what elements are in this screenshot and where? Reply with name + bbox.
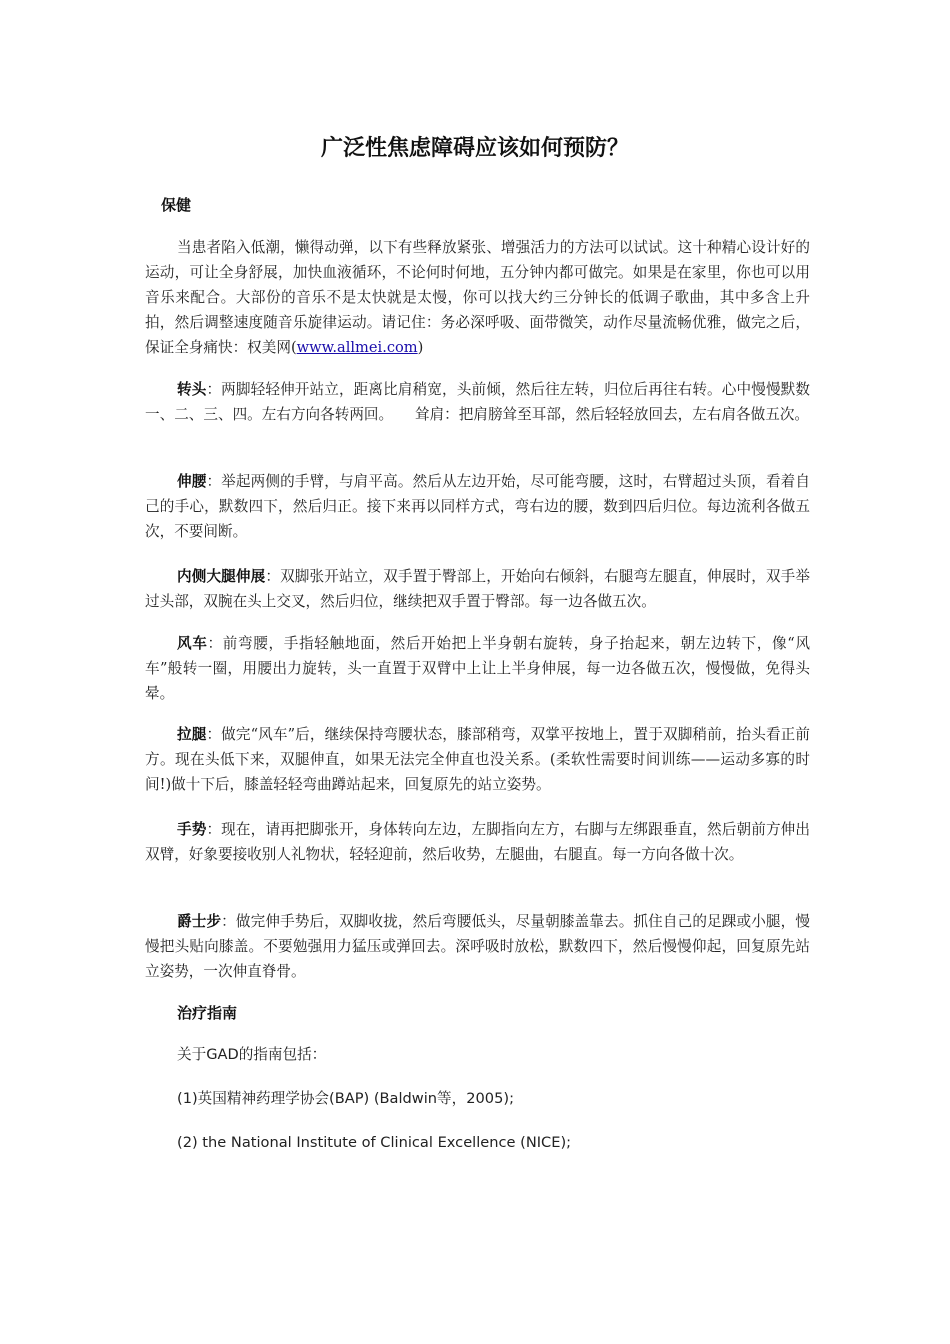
section-heading-treatment-guide: 治疗指南 [177, 1004, 238, 1022]
exercise-label: 伸腰 [177, 473, 207, 490]
exercise-paragraph-leg-pull [145, 722, 810, 797]
guide-item: (2) the National Institute of Clinical Excellence (NICE); [177, 1134, 572, 1151]
exercise-paragraph-turn-head [145, 377, 810, 427]
source-link[interactable]: www.allmei.com [296, 339, 418, 356]
exercise-text: ：前弯腰，手指轻触地面，然后开始把上半身朝右旋转，身子抬起来，朝左边转下，像“风车”般转一圈，用腰出力旋转，头一直置于双臂中上让上半身伸展，每一边各做五次，慢慢做，免得头晕。 [145, 635, 810, 702]
exercise-paragraph-windmill [145, 631, 810, 706]
exercise-text: ：双脚张开站立，双手置于臀部上，开始向右倾斜，右腿弯左腿直，伸展时，双手举过头部，双腕在头上交叉，然后归位，继续把双手置于臀部。每一边各做五次。 [145, 568, 810, 610]
document-title: 广泛性焦虑障碍应该如何预防？ [320, 136, 629, 161]
exercise-text: ：做完伸手势后，双脚收拢，然后弯腰低头，尽量朝膝盖靠去。抓住自己的足踝或小腿，慢慢把头贴向膝盖。不要勉强用力猛压或弹回去。深呼吸时放松，默数四下，然后慢慢仰起，回复原先站立姿势，一次伸直脊骨。 [145, 913, 810, 980]
exercise-text: ：举起两侧的手臂，与肩平高。然后从左边开始，尽可能弯腰，这时，右臂超过头顶，看着自己的手心，默数四下，然后归正。接下来再以同样方式，弯右边的腰，数到四后归位。每边流利各做五次，不要间断。 [145, 473, 810, 540]
intro-paragraph [145, 235, 810, 360]
exercise-label: 转头 [177, 381, 207, 398]
exercise-label: 拉腿 [177, 726, 207, 743]
exercise-paragraph-gesture [145, 817, 810, 867]
intro-text-end: ) [417, 339, 424, 356]
exercise-paragraph-stretch-waist [145, 469, 810, 544]
exercise-label: 爵士步 [177, 913, 222, 930]
exercise-label: 风车 [177, 635, 208, 652]
guide-item: (1)英国精神药理学协会(BAP) (Baldwin等，2005); [177, 1090, 514, 1107]
intro-text: 当患者陷入低潮，懒得动弹，以下有些释放紧张、增强活力的方法可以试试。这十种精心设计好的运动，可让全身舒展，加快血液循环，不论何时何地，五分钟内都可做完。如果是在家里，你也可以用音乐来配合。大部份的音乐不是太快就是太慢，你可以找大约三分钟长的低调子歌曲，其中多含上升拍，然后调整速度随音乐旋律运动。请记住：务必深呼吸、面带微笑，动作尽量流畅优雅，做完之后，保证全身痛快：权美网( [145, 239, 810, 356]
exercise-text: ：现在，请再把脚张开，身体转向左边，左脚指向左方，右脚与左绑跟垂直，然后朝前方伸出双臂，好象要接收别人礼物状，轻轻迎前，然后收势，左腿曲，右腿直。每一方向各做十次。 [145, 821, 810, 863]
exercise-text: ：做完“风车”后，继续保持弯腰状态，膝部稍弯，双掌平按地上，置于双脚稍前，抬头看正前方。现在头低下来，双腿伸直，如果无法完全伸直也没关系。(柔软性需要时间训练——运动多寡的时间!)做十下后，膝盖轻轻弯曲蹲站起来，回复原先的站立姿势。 [145, 726, 810, 793]
exercise-label: 手势 [177, 821, 207, 838]
guide-intro: 关于GAD的指南包括： [177, 1046, 327, 1063]
section-heading-health: 保健 [161, 196, 192, 214]
exercise-text: ：两脚轻轻伸开站立，距离比肩稍宽，头前倾，然后往左转，归位后再往右转。心中慢慢默数一、二、三、四。左右方向各转两回。 耸肩：把肩膀耸至耳部，然后轻轻放回去，左右肩各做五次。 [145, 381, 810, 423]
exercise-paragraph-jazz-step [145, 909, 810, 984]
exercise-paragraph-inner-thigh [145, 564, 810, 614]
exercise-label: 内侧大腿伸展 [177, 568, 266, 585]
